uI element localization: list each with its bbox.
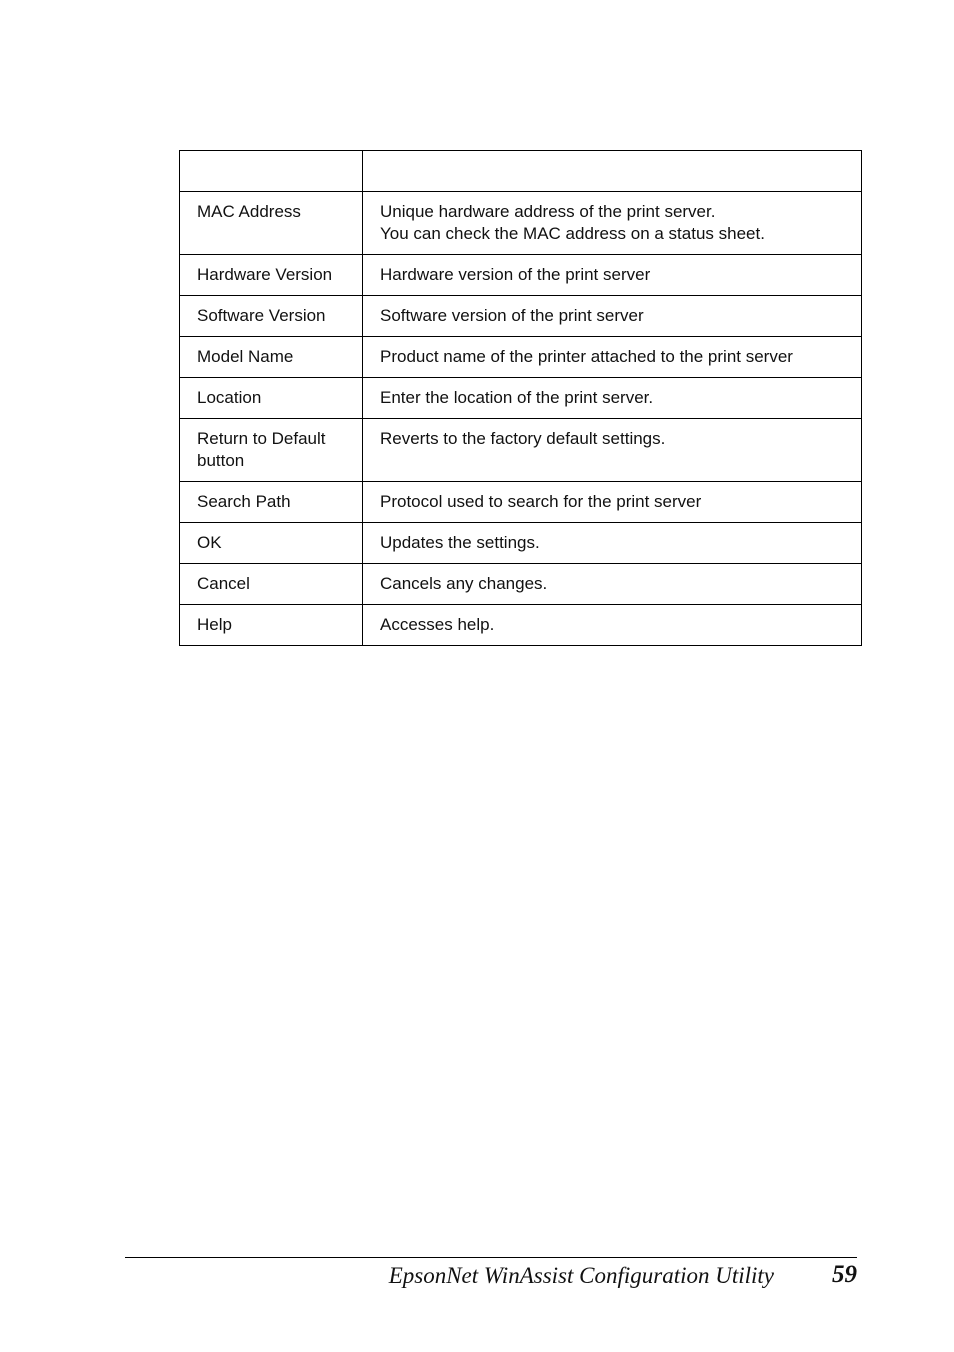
table-row — [180, 419, 862, 482]
description-cell — [363, 296, 862, 337]
table-row — [180, 605, 862, 646]
item-label: Location — [197, 388, 262, 407]
page-number: 59 — [832, 1261, 857, 1288]
item-description: Product name of the printer attached to the print server — [380, 347, 793, 366]
item-cell — [180, 192, 363, 255]
description-cell — [363, 419, 862, 482]
description-cell — [363, 523, 862, 564]
table-row — [180, 378, 862, 419]
item-description: Hardware version of the print server — [380, 265, 651, 284]
item-description: Reverts to the factory default settings. — [380, 429, 666, 448]
description-cell — [363, 564, 862, 605]
item-description: Unique hardware address of the print server. You can check the MAC address on a status sheet. — [380, 202, 765, 243]
item-label: Return to Default button — [197, 429, 326, 470]
table-row — [180, 255, 862, 296]
header-cell-item — [180, 151, 363, 192]
item-label: Search Path — [197, 492, 291, 511]
footer-title: EpsonNet WinAssist Configuration Utility — [388, 1263, 774, 1288]
item-description: Updates the settings. — [380, 533, 540, 552]
item-label: Model Name — [197, 347, 294, 366]
item-description: Enter the location of the print server. — [380, 388, 654, 407]
item-cell — [180, 523, 363, 564]
table-row — [180, 482, 862, 523]
description-cell — [363, 378, 862, 419]
item-description: Accesses help. — [380, 615, 495, 634]
table-header-row — [180, 151, 862, 192]
item-cell — [180, 378, 363, 419]
item-cell — [180, 296, 363, 337]
table-row — [180, 337, 862, 378]
item-label: Software Version — [197, 306, 326, 325]
table-row — [180, 296, 862, 337]
item-label: MAC Address — [197, 202, 301, 221]
item-description: Protocol used to search for the print server — [380, 492, 702, 511]
description-cell — [363, 192, 862, 255]
item-description: Cancels any changes. — [380, 574, 548, 593]
item-label: Help — [197, 615, 232, 634]
header-cell-description — [363, 151, 862, 192]
item-label: Hardware Version — [197, 265, 333, 284]
description-cell — [363, 255, 862, 296]
settings-table — [179, 150, 862, 646]
item-description: Software version of the print server — [380, 306, 644, 325]
description-cell — [363, 605, 862, 646]
footer-divider — [125, 1257, 857, 1258]
item-cell — [180, 419, 363, 482]
description-cell — [363, 482, 862, 523]
table-row — [180, 523, 862, 564]
item-cell — [180, 605, 363, 646]
item-cell — [180, 255, 363, 296]
table-row — [180, 192, 862, 255]
item-label: OK — [197, 533, 222, 552]
item-cell — [180, 337, 363, 378]
item-cell — [180, 564, 363, 605]
table-row — [180, 564, 862, 605]
item-label: Cancel — [197, 574, 250, 593]
description-cell — [363, 337, 862, 378]
item-cell — [180, 482, 363, 523]
